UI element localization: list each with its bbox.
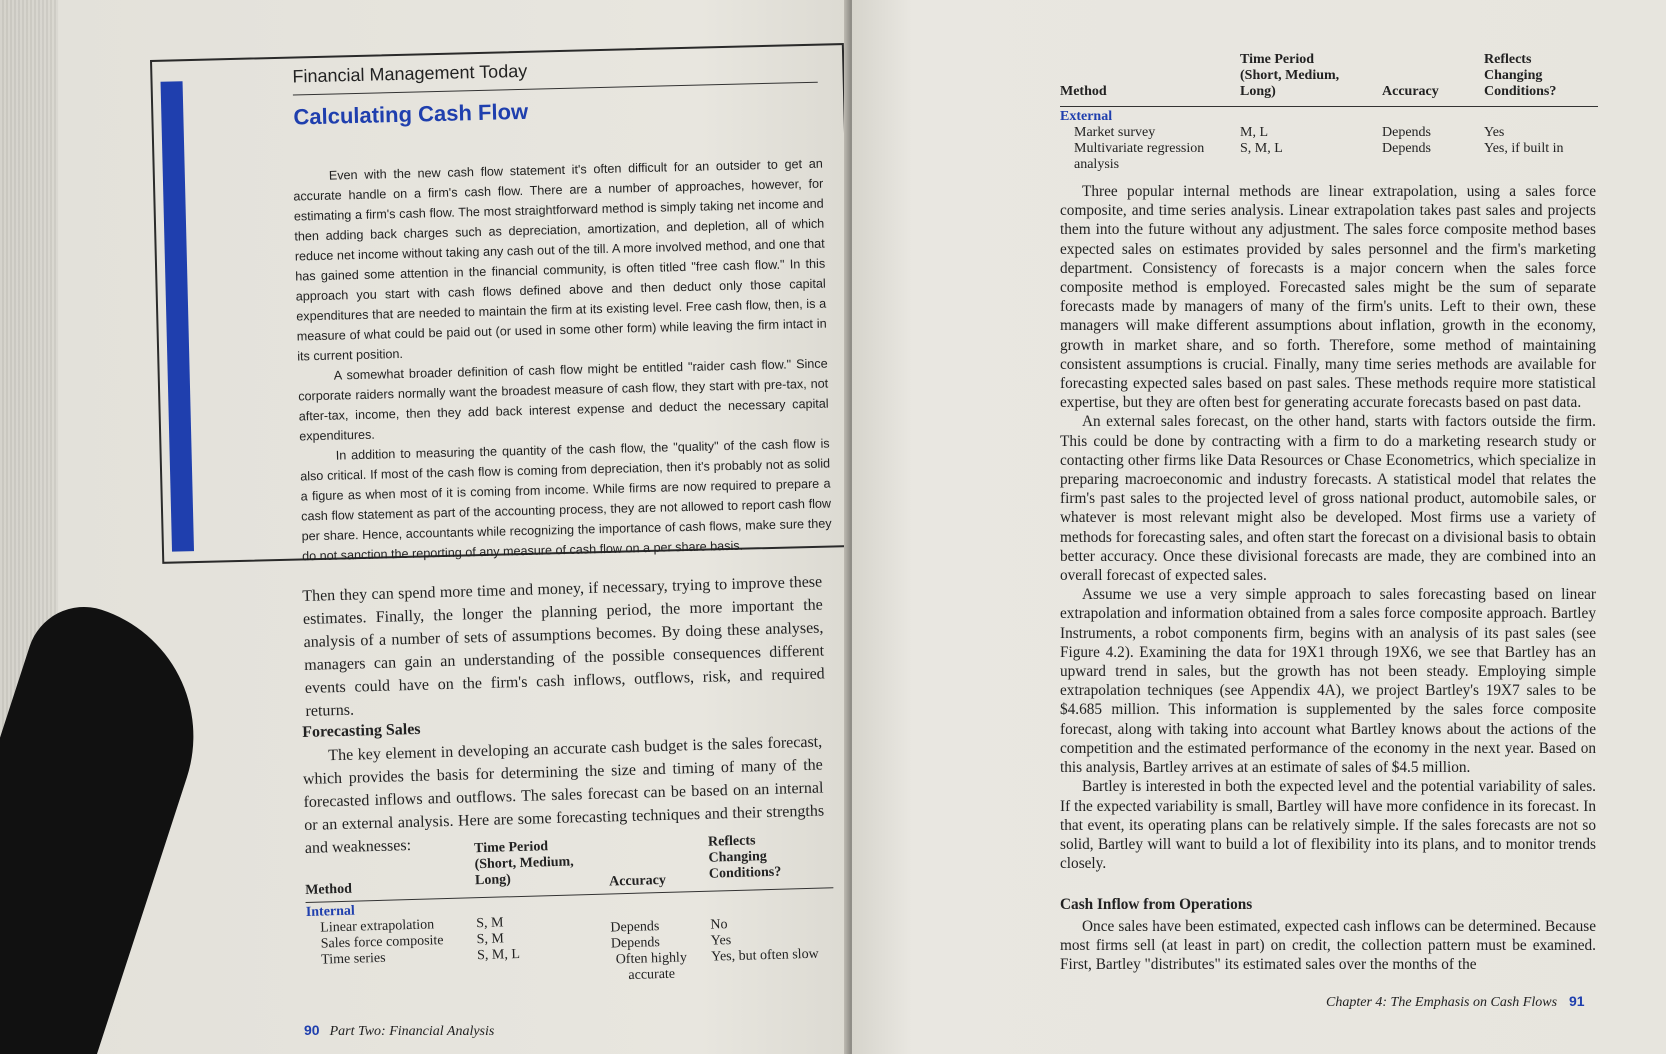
feature-box	[150, 43, 848, 564]
header-time-period: Time Period (Short, Medium, Long)	[473, 839, 574, 889]
right-body-text	[1060, 182, 1596, 974]
running-footer-title: Chapter 4: The Emphasis on Cash Flows	[1326, 995, 1558, 1010]
feature-kicker: Financial Management Today	[292, 60, 528, 87]
cell-method: Linear extrapolation	[320, 917, 435, 936]
cell-method: Multivariate regression analysis	[1074, 141, 1205, 172]
header-reflects: Reflects Changing Conditions?	[707, 833, 782, 882]
page-number: 90	[304, 1022, 320, 1038]
thumb-shadow	[0, 592, 228, 1054]
feature-title: Calculating Cash Flow	[293, 98, 529, 130]
cell-method: Sales force composite	[320, 933, 444, 952]
table-group-label: Internal	[305, 903, 356, 920]
body-paragraph: Assume we use a very simple approach to sales forecasting based on linear extrapolation and information obtained from a sales force composite approach. Bartley Instruments, a robot components firm, begins with an analysis of its past sales (see Figure 4.2). Examining the data for 19X1 through 19X6, we see that Bartley has an upward trend in sales, but the growth has not been steady. Employing simple extrapolation techniques (see Appendix 4A), we project Bartley's 19X7 sales to be $4.685 million. This information is supplemented by the sales force composite forecast, along with taking into account what Bartley knows about the actions of the competition and the estimated performance of the economy in the next year. Based on this analysis, Bartley arrives at an estimate of sales of $4.5 million.	[1060, 586, 1596, 777]
cell-period: S, M, L	[476, 947, 521, 964]
cell-period: S, M	[476, 931, 505, 948]
running-footer-title: Part Two: Financial Analysis	[329, 1024, 495, 1039]
feature-accent-bar	[161, 81, 194, 551]
cell-accuracy: Depends	[1382, 125, 1431, 140]
cell-accuracy: Often highly accurate	[615, 950, 688, 983]
header-time-period: Time Period (Short, Medium, Long)	[1240, 52, 1340, 99]
header-method: Method	[305, 881, 353, 898]
forecast-methods-table-external	[1060, 52, 1598, 175]
forecast-methods-table-internal	[304, 831, 836, 989]
table-row	[1060, 141, 1598, 175]
left-page-footer	[304, 1022, 494, 1040]
section-heading-cash-inflow: Cash Inflow from Operations	[1060, 896, 1253, 914]
cell-period: S, M, L	[1240, 141, 1283, 156]
header-accuracy: Accuracy	[608, 872, 667, 890]
body-paragraph: Once sales have been estimated, expected cash inflows can be determined. Because most firms sell (at least in part) on credit, the collection pattern must be examined. First, Bartley "distributes" its estimated sales over the months of the	[1060, 917, 1596, 973]
body-paragraph: Bartley is interested in both the expected level and the potential variability of sales. If the expected variability is small, Bartley will have more confidence in its forecast. In that event, its operating plans can be relatively simple. If the sales forecasts are not so solid, Bartley will want to build a lot of flexibility into its plans, and to monitor trends closely.	[1060, 778, 1596, 873]
cell-accuracy: Depends	[610, 935, 661, 952]
body-paragraph: An external sales forecast, on the other hand, starts with factors outside the firm. This could be done by contracting with a firm to do a marketing research study or contacting other firms like Data Resources or Chase Econometrics, which specialize in preparing macroeconomic and industry forecasts. A statistical model that relates the firm's past sales to the projected level of gross national product, automobile sales, or whatever is most relevant might also be developed. Most firms use a variety of methods for forecasting sales, and often start the forecast on a divisional basis to obtain better accuracy. Once these divisional forecasts are made, they are combined into an overall forecast of expected sales.	[1060, 413, 1596, 585]
feature-paragraph: A somewhat broader definition of cash flow might be entitled "raider cash flow." Since corporate raiders normally want the broadest measure of cash flow, they start with pre-tax, not after-tax, income, then they add back interest expense and deduct the necessary capital expenditures.	[298, 356, 829, 444]
cell-reflects: Yes	[710, 933, 732, 949]
feature-body	[293, 154, 833, 567]
header-reflects: Reflects Changing Conditions?	[1484, 52, 1557, 99]
section-heading-forecasting-sales: Forecasting Sales	[302, 720, 421, 741]
left-forecast-paragraph: The key element in developing an accurate cash budget is the sales forecast, which provides the basis for determining the size and timing of many of the forecasted inflows and outflows. The sales forecast can be based on an internal or an external analysis. Here are some forecasting techniques and their strengths and weaknesses:	[302, 733, 825, 857]
feature-paragraph: Even with the new cash flow statement it's often difficult for an outsider to get an accurate handle on a firm's cash flow. There are a number of approaches, however, for estimating a firm's cash flow. The most straightforward method is simply taking net income and then adding back charges such as depreciation, amortization, and depletion, all of which reduce net income without taking any cash out of the till. A more involved method, and one that has gained some attention in the financial community, is often titled "free cash flow." In this approach you start with cash flows defined above and then deduct only those capital expenditures that are needed to maintain the firm at its existing level. Free cash flow, then, is a measure of what could be paid out (or used in some other form) while leaving the firm intact in its current position.	[293, 156, 827, 364]
cell-reflects: No	[710, 917, 728, 933]
cell-accuracy: Depends	[1382, 141, 1431, 156]
cell-reflects: Yes	[1484, 125, 1505, 140]
cell-method: Market survey	[1074, 125, 1156, 140]
left-intro-paragraph: Then they can spend more time and money, if necessary, trying to improve these estimates. Finally, the longer the planning period, the more important the analysis of a number of sets of assumptions becomes. By doing these analyses, managers can gain an understanding of the possible consequences different events could have on the firm's cash inflows, outflows, risk, and required returns.	[302, 573, 825, 720]
feature-paragraph: In addition to measuring the quantity of the cash flow, the "quality" of the cash flow is also critical. If most of the cash flow is coming from depreciation, then it's probably not as solid a figure as when most of it is coming from income. While firms are now required to prepare a cash flow statement as part of the accounting process, they are not allowed to report cash flow per share. Hence, accountants while recognizing the importance of cash flows, make sure they do not sanction the reporting of any measure of cash flow on a per share basis.	[300, 436, 832, 564]
cell-accuracy: Depends	[610, 919, 660, 936]
page-number: 91	[1569, 993, 1585, 1009]
cell-period: M, L	[1240, 125, 1268, 140]
left-intro-text	[302, 570, 826, 722]
cell-method: Time series	[320, 950, 386, 968]
cell-reflects: Yes, if built in	[1484, 141, 1564, 156]
table-header	[1060, 52, 1598, 107]
header-method: Method	[1060, 84, 1107, 99]
cell-period: S, M	[476, 915, 504, 932]
table-group-label: External	[1060, 109, 1113, 124]
right-page-footer	[1326, 993, 1585, 1011]
body-paragraph: Three popular internal methods are linear extrapolation, using a sales force composite, and time series analysis. Linear extrapolation takes past sales and projects them into the future without any adjustment. The sales force composite method bases expected sales on estimates provided by sales personnel and the firm's marketing department. Consistency of forecasts is a major concern when the sales force composite method is employed. Forecasted sales might be the sum of separate forecasts made by managers of many of the firm's units. Left to their own, these managers will make different assumptions about inflation, growth in the economy, growth in market share, and so forth. Therefore, some method of maintaining consistent assumptions is crucial. Finally, many time series methods are available for forecasting expected sales based on past sales. These methods require more statistical expertise, but they are often best for generating accurate forecasts based on past data.	[1060, 183, 1596, 412]
cell-reflects: Yes, but often slow	[711, 946, 819, 965]
table-row	[1060, 125, 1598, 141]
header-accuracy: Accuracy	[1382, 84, 1439, 99]
